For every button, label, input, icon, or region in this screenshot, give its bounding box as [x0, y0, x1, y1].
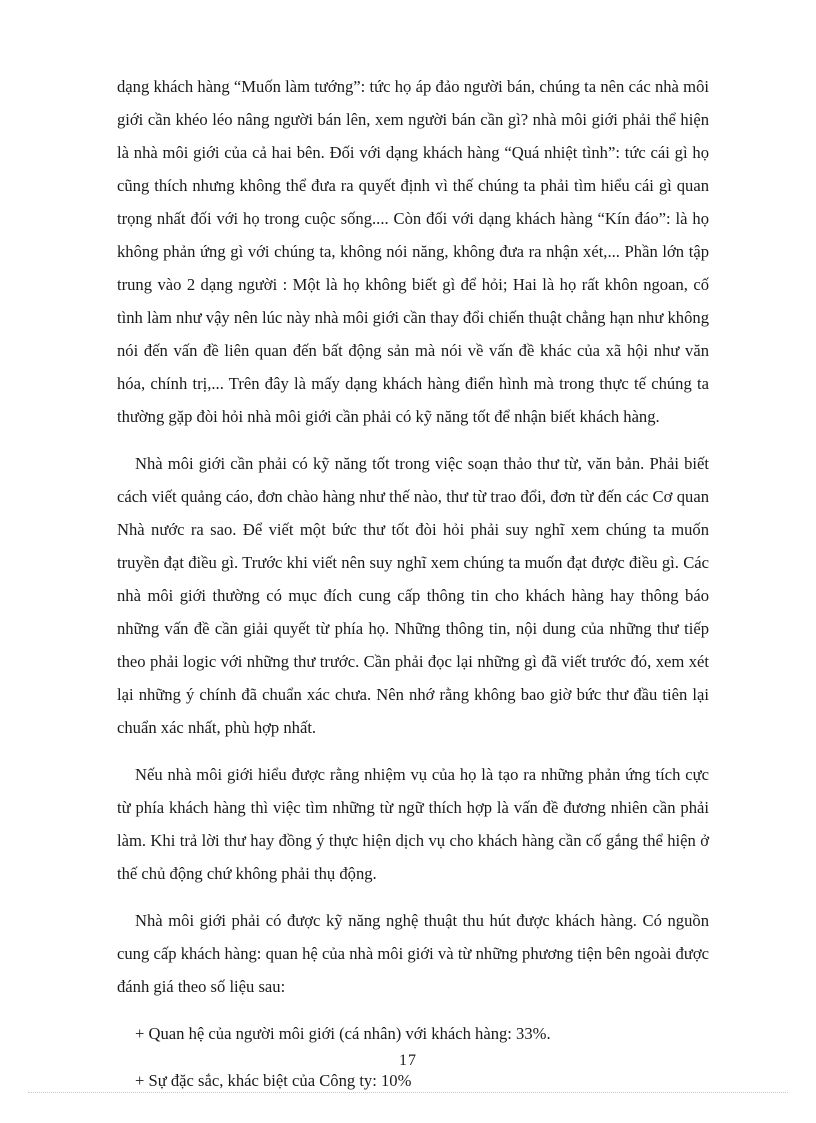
paragraph-positive-response: Nếu nhà môi giới hiểu được rằng nhiệm vụ của họ là tạo ra những phản ứng tích cực từ phía khách hàng thì việc tìm những từ ngữ thích hợp là vấn đề đương nhiên cần phải làm. Khi trả lời thư hay đồng ý thực hiện dịch vụ cho khách hàng cần cố gắng thể hiện ở thế chủ động chứ không phải thụ động. [117, 765, 709, 883]
footer-divider [28, 1092, 788, 1093]
list-item-company-distinction: + Sự đặc sắc, khác biệt của Công ty: 10% [135, 1071, 412, 1090]
body-text [117, 70, 709, 1111]
paragraph-attract-customers: Nhà môi giới phải có được kỹ năng nghệ thuật thu hút được khách hàng. Có nguồn cung cấp khách hàng: quan hệ của nhà môi giới và từ những phương tiện bên ngoài được đánh giá theo số liệu sau: [117, 911, 709, 996]
paragraph-customer-types: dạng khách hàng “Muốn làm tướng”: tức họ áp đảo người bán, chúng ta nên các nhà môi giới cần khéo léo nâng người bán lên, xem người bán cần gì? nhà môi giới phải thể hiện là nhà môi giới của cả hai bên. Đối với dạng khách hàng “Quá nhiệt tình”: tức cái gì họ cũng thích nhưng không thể đưa ra quyết định vì thế chúng ta phải tìm hiểu cái gì quan trọng nhất đối với họ trong cuộc sống.... Còn đối với dạng khách hàng “Kín đáo”: là họ không phản ứng gì với chúng ta, không nói năng, không đưa ra nhận xét,... Phần lớn tập trung vào 2 dạng người : Một là họ không biết gì để hỏi; Hai là họ rất khôn ngoan, cố tình làm như vậy nên lúc này nhà môi giới cần thay đổi chiến thuật chẳng hạn như không nói đến vấn đề liên quan đến bất động sản mà nói về vấn đề khác của xã hội như văn hóa, chính trị,... Trên đây là mấy dạng khách hàng điển hình mà trong thực tế chúng ta thường gặp đòi hỏi nhà môi giới cần phải có kỹ năng tốt để nhận biết khách hàng. [117, 77, 709, 426]
list-item-personal-relations: + Quan hệ của người môi giới (cá nhân) với khách hàng: 33%. [135, 1024, 551, 1043]
page-number: 17 [399, 1052, 417, 1069]
paragraph-writing-skills: Nhà môi giới cần phải có kỹ năng tốt trong việc soạn thảo thư từ, văn bản. Phải biết cách viết quảng cáo, đơn chào hàng như thế nào, thư từ trao đổi, đơn từ đến các Cơ quan Nhà nước ra sao. Để viết một bức thư tốt đòi hỏi phải suy nghĩ xem chúng ta muốn truyền đạt điều gì. Trước khi viết nên suy nghĩ xem chúng ta muốn đạt được điều gì. Các nhà môi giới thường có mục đích cung cấp thông tin cho khách hàng hay thông báo những vấn đề cần giải quyết từ phía họ. Những thông tin, nội dung của những thư tiếp theo phải logic với những thư trước. Cần phải đọc lại những gì đã viết trước đó, xem xét lại những ý chính đã chuẩn xác chưa. Nên nhớ rằng không bao giờ bức thư đầu tiên lại chuẩn xác nhất, phù hợp nhất. [117, 454, 709, 737]
